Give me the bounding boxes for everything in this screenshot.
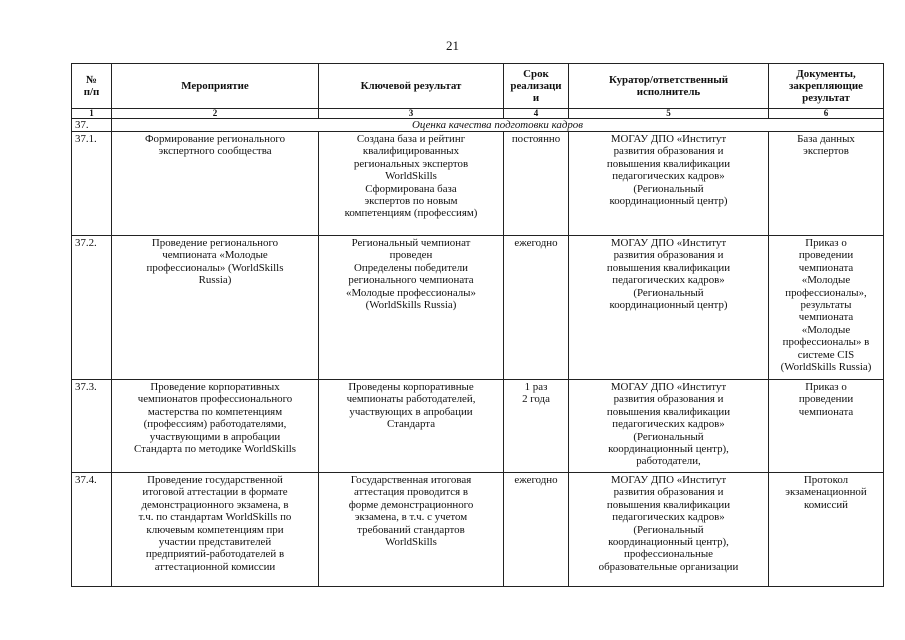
table-row: [72, 132, 884, 236]
documents-cell: Протокол экзаменационной комиссий: [769, 473, 884, 587]
column-number: 6: [769, 109, 884, 119]
curator-cell: МОГАУ ДПО «Институт развития образования и повышения квалификации педагогических кадров» (Региональный координационный центр), работодатели,: [569, 380, 769, 473]
section-row: [72, 119, 884, 132]
term-cell: постоянно: [504, 132, 569, 236]
header-cell-term: Срок реализаци и: [504, 64, 569, 109]
column-number: 3: [319, 109, 504, 119]
event-cell: Проведение регионального чемпионата «Молодые профессионалы» (WorldSkills Russia): [112, 236, 319, 380]
header-row: [72, 64, 884, 109]
column-number: 1: [72, 109, 112, 119]
result-cell: Создана база и рейтинг квалифицированных региональных экспертов WorldSkills Сформирована база экспертов по новым компетенциям (профессиям): [319, 132, 504, 236]
header-cell-documents: Документы, закрепляющие результат: [769, 64, 884, 109]
header-cell-num: № п/п: [72, 64, 112, 109]
row-number: 37.2.: [72, 236, 112, 380]
row-number: 37.4.: [72, 473, 112, 587]
curator-cell: МОГАУ ДПО «Институт развития образования и повышения квалификации педагогических кадров» (Региональный координационный центр), профессиональные образовательные организации: [569, 473, 769, 587]
row-number: 37.1.: [72, 132, 112, 236]
section-title: Оценка качества подготовки кадров: [112, 119, 884, 132]
section-number: 37.: [72, 119, 112, 132]
table-row: [72, 473, 884, 587]
column-number: 2: [112, 109, 319, 119]
column-number-row: [72, 109, 884, 119]
header-cell-curator: Куратор/ответственный исполнитель: [569, 64, 769, 109]
header-cell-result: Ключевой результат: [319, 64, 504, 109]
table-row: [72, 380, 884, 473]
curator-cell: МОГАУ ДПО «Институт развития образования и повышения квалификации педагогических кадров» (Региональный координационный центр): [569, 236, 769, 380]
curator-cell: МОГАУ ДПО «Институт развития образования и повышения квалификации педагогических кадров» (Региональный координационный центр): [569, 132, 769, 236]
term-cell: ежегодно: [504, 236, 569, 380]
result-cell: Региональный чемпионат проведен Определены победители регионального чемпионата «Молодые профессионалы» (WorldSkills Russia): [319, 236, 504, 380]
result-cell: Государственная итоговая аттестация проводится в форме демонстрационного экзамена, в т.ч. с учетом требований стандартов WorldSkills: [319, 473, 504, 587]
header-cell-event: Мероприятие: [112, 64, 319, 109]
documents-cell: База данных экспертов: [769, 132, 884, 236]
term-cell: 1 раз 2 года: [504, 380, 569, 473]
event-cell: Формирование регионального экспертного сообщества: [112, 132, 319, 236]
action-plan-table: [71, 63, 884, 587]
column-number: 4: [504, 109, 569, 119]
result-cell: Проведены корпоративные чемпионаты работодателей, участвующих в апробации Стандарта: [319, 380, 504, 473]
event-cell: Проведение корпоративных чемпионатов профессионального мастерства по компетенциям (профессиям) работодателями, участвующими в апробации Стандарта по методике WorldSkills: [112, 380, 319, 473]
row-number: 37.3.: [72, 380, 112, 473]
documents-cell: Приказ о проведении чемпионата «Молодые профессионалы», результаты чемпионата «Молодые профессионалы» в системе CIS (WorldSkills Russia): [769, 236, 884, 380]
column-number: 5: [569, 109, 769, 119]
documents-cell: Приказ о проведении чемпионата: [769, 380, 884, 473]
term-cell: ежегодно: [504, 473, 569, 587]
page-number: 21: [446, 38, 459, 53]
table-row: [72, 236, 884, 380]
event-cell: Проведение государственной итоговой аттестации в формате демонстрационного экзамена, в т.ч. по стандартам WorldSkills по ключевым компетенциям при участии представителей предприятий-работодателей в аттестационной комиссии: [112, 473, 319, 587]
